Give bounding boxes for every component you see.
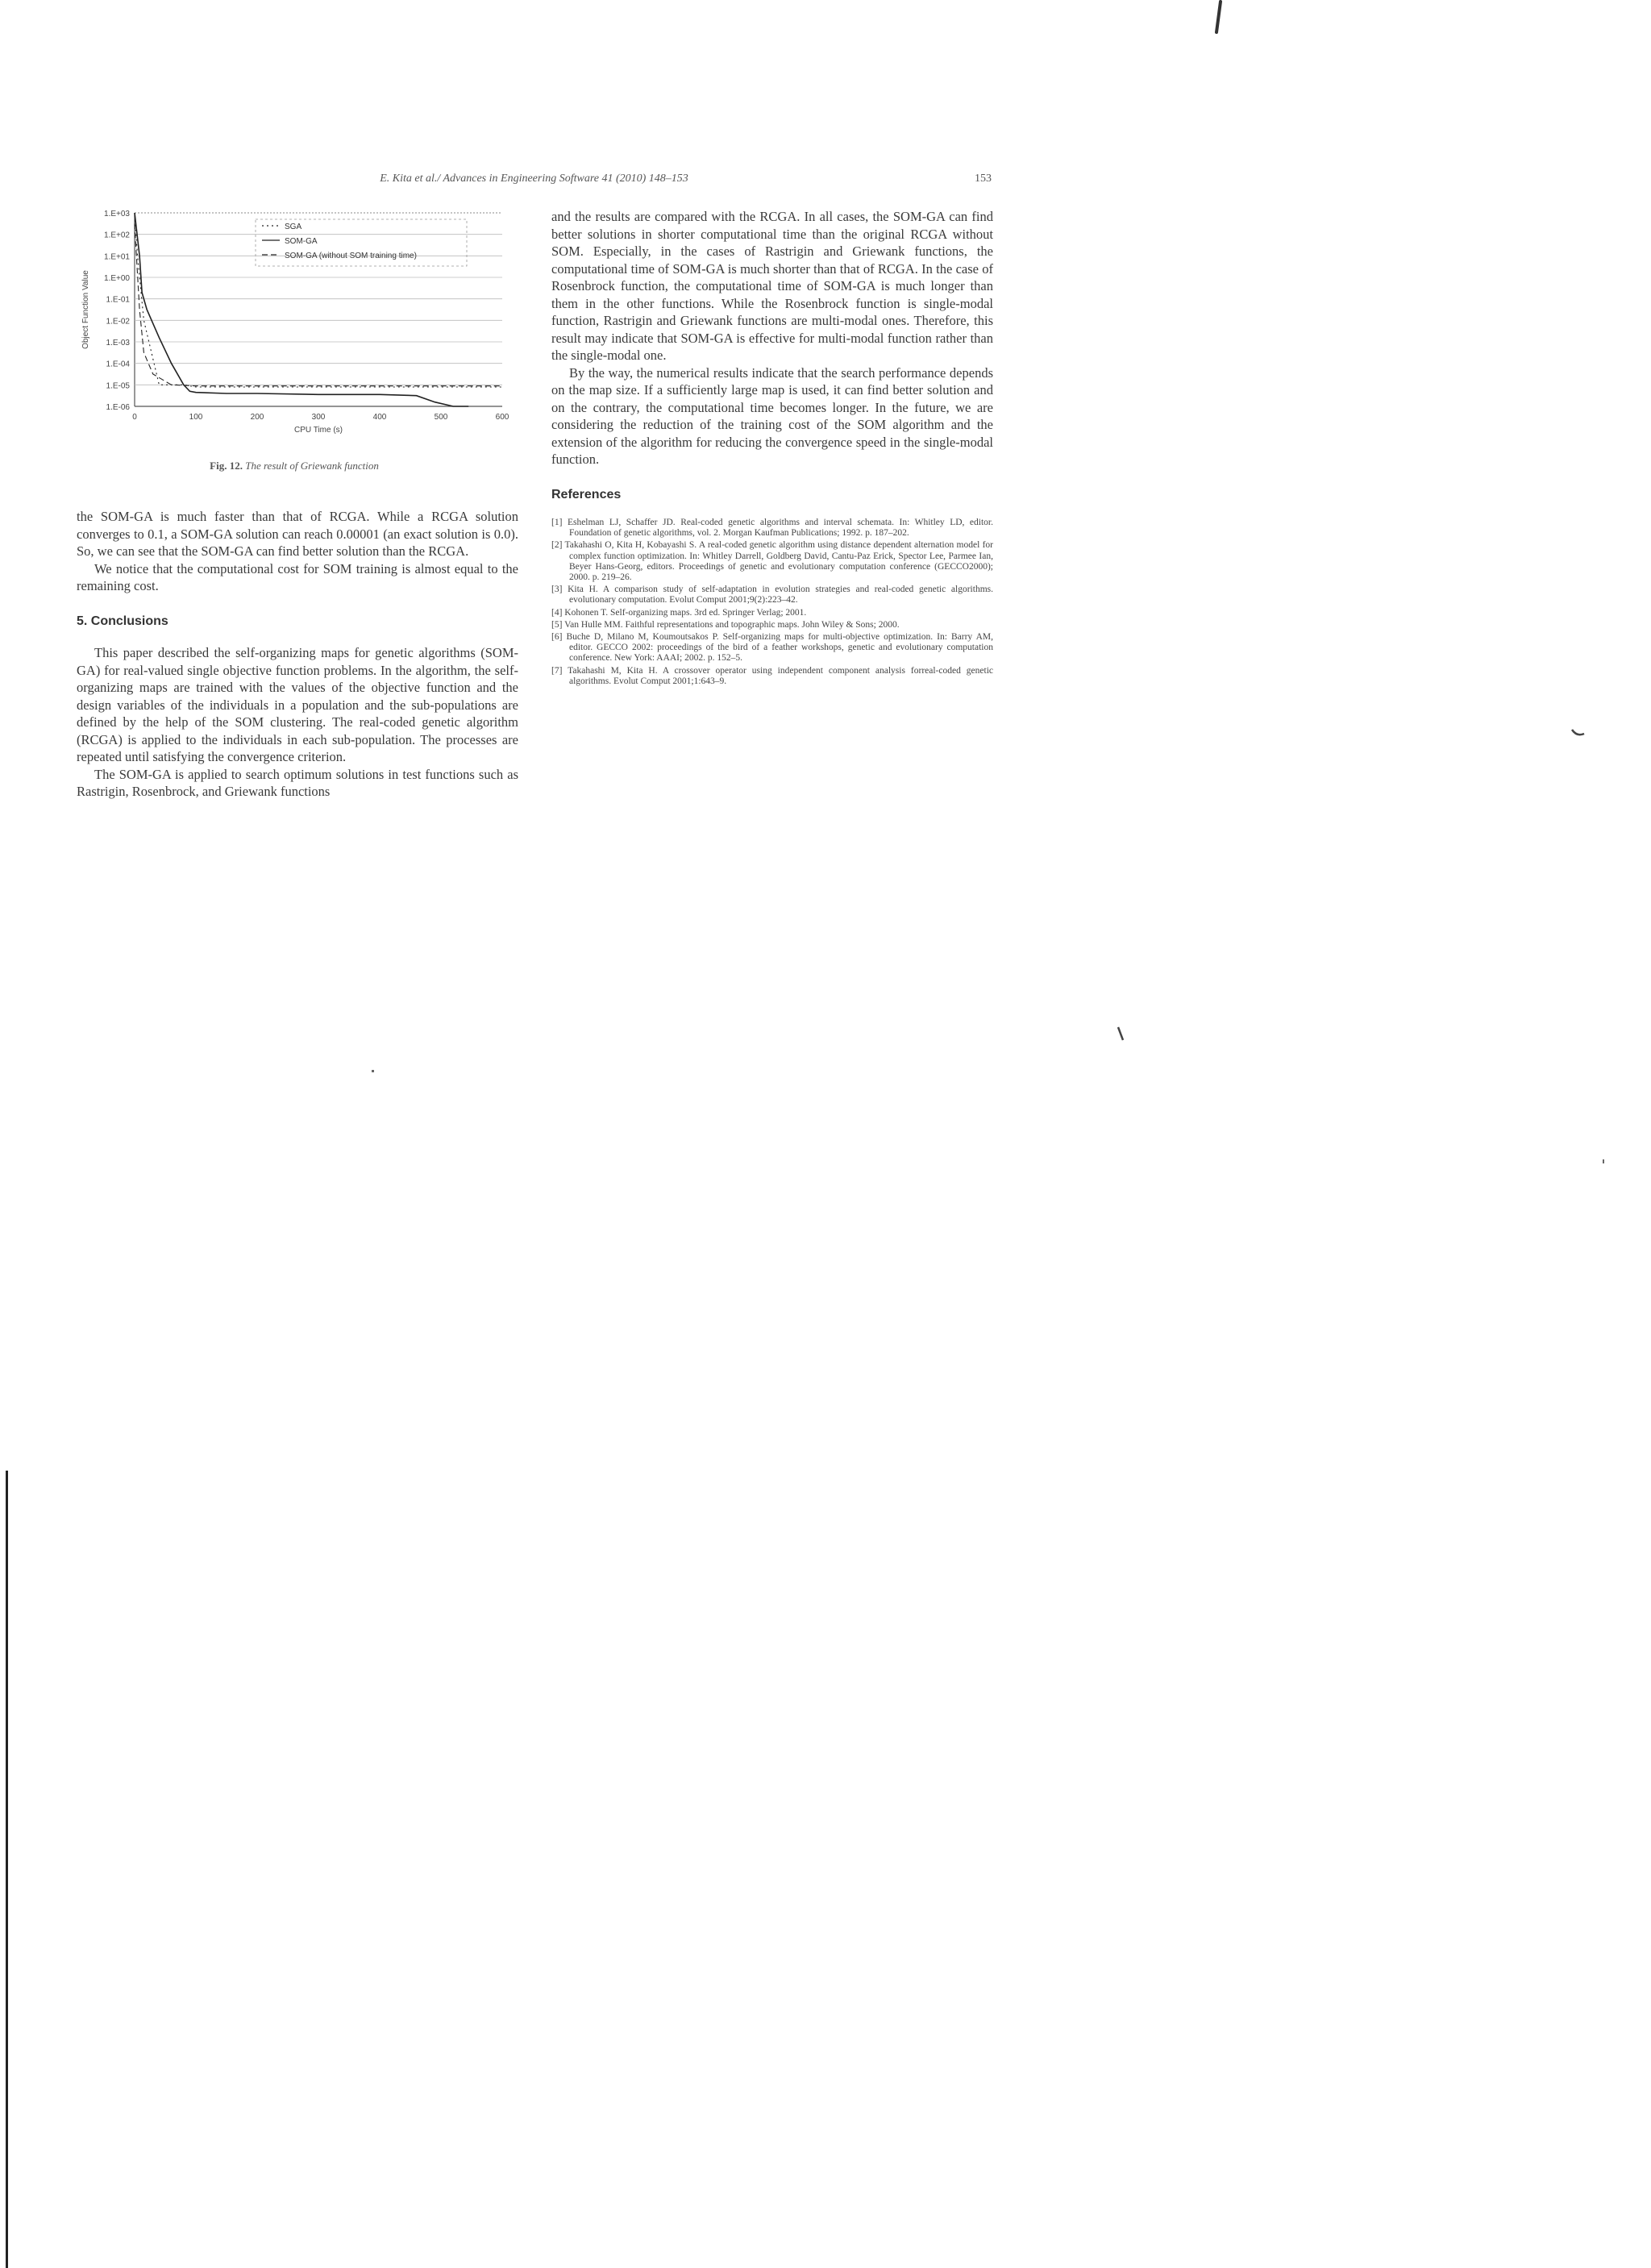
- legend-label: SOM-GA: [285, 237, 318, 246]
- reference-item: [6] Buche D, Milano M, Koumoutsakos P. Self-organizing maps for multi-objective optimization. In: Barry AM, editor. GECCO 2002: proceedings of the bird of a feather workshops, genetic and evolutionary computation conference. New York: AAAI; 2002. p. 152–5.: [551, 632, 993, 664]
- y-tick-label: 1.E+02: [104, 231, 130, 240]
- x-tick-label: 100: [189, 413, 203, 422]
- reference-item: [1] Eshelman LJ, Schaffer JD. Real-coded genetic algorithms and interval schemata. In: Whitley LD, editor. Foundation of genetic algorithms, vol. 2. Morgan Kaufman Publications; 1992. p. 187–202.: [551, 518, 993, 539]
- x-tick-label: 400: [372, 413, 387, 422]
- paragraph: This paper described the self-organizing maps for genetic algorithms (SOM-GA) for real-valued single objective function problems. In the algorithm, the self-organizing maps are trained with the values of the objective function and the design variables of the individuals in a population and the sub-populations are defined by the help of the SOM clustering. The real-coded genetic algorithm (RCGA) is applied to the individuals in each sub-population. The processes are repeated until satisfying the convergence criterion.: [77, 645, 518, 764]
- y-axis-label: Object Function Value: [81, 270, 90, 349]
- reference-item: [5] Van Hulle MM. Faithful representations and topographic maps. John Wiley & Sons; 2000.: [551, 619, 900, 630]
- paragraph: and the results are compared with the RCGA. In all cases, the SOM-GA can find better solutions in shorter computational time than the original RCGA without SOM. Especially, in the cases of Rastrigin and Griewank functions, the computational time of SOM-GA is much shorter than that of RCGA. In the case of Rosenbrock function, the computational time of SOM-GA is much longer than them in the other functions. While the Rosenbrock function is single-modal function, Rastrigin and Griewank functions are multi-modal ones. Therefore, this result may indicate that SOM-GA is effective for multi-modal function rather than the single-modal one.: [551, 209, 993, 363]
- figure-caption-text: The result of Griewank function: [245, 460, 379, 472]
- y-tick-label: 1.E-01: [106, 295, 130, 305]
- series-line-som-ga-without-som-training-time: [135, 223, 502, 385]
- x-tick-label: 200: [250, 413, 264, 422]
- running-header: [77, 173, 992, 192]
- paragraph: the SOM-GA is much faster than that of RCGA. While a RCGA solution converges to 0.1, a SOM-GA solution can reach 0.00001 (an exact solution is 0.0). So, we can see that the SOM-GA can find better solution than the RCGA.: [77, 509, 518, 559]
- x-tick-label: 0: [132, 413, 137, 422]
- y-tick-label: 1.E+00: [104, 274, 130, 283]
- reference-item: [3] Kita H. A comparison study of self-adaptation in evolution strategies and real-coded genetic algorithms. evolutionary computation. Evolut Comput 2001;9(2):223–42.: [551, 585, 993, 605]
- legend-label: SGA: [285, 223, 302, 231]
- y-tick-label: 1.E-02: [106, 317, 130, 327]
- left-column: [77, 508, 518, 801]
- reference-list: [551, 518, 993, 687]
- scan-edge-line: [6, 1471, 8, 2268]
- line-chart: [77, 208, 512, 450]
- reference-item: [2] Takahashi O, Kita H, Kobayashi S. A real-coded genetic algorithm using distance dependent alternation model for complex function optimization. In: Whitley Darrell, Goldberg David, Cantu-Paz Erick, Spector Lee, Parmee Ian, Beyer Hans-Georg, editors. Proceedings of genetic and evolutionary computation conference (GECCO2000); 2000. p. 219–26.: [551, 540, 993, 583]
- reference-item: [7] Takahashi M, Kita H. A crossover operator using independent component analysis forreal-coded genetic algorithms. Evolut Comput 2001;1:643–9.: [551, 665, 993, 686]
- x-axis-label: CPU Time (s): [294, 426, 343, 435]
- y-tick-label: 1.E+03: [104, 210, 130, 218]
- y-tick-label: 1.E-05: [106, 381, 130, 391]
- figure-griewank-chart: [77, 208, 512, 450]
- paragraph: We notice that the computational cost for SOM training is almost equal to the remaining cost.: [77, 560, 518, 593]
- paragraph: By the way, the numerical results indicate that the search performance depends on the map size. If a sufficiently large map is used, it can find better solution and on the contrary, the computational time becomes longer. In the future, we are considering the reduction of the training cost of the SOM algorithm and the extension of the algorithm for reducing the convergence speed in the single-modal function.: [551, 364, 993, 467]
- y-tick-label: 1.E-06: [106, 403, 130, 412]
- paragraph: The SOM-GA is applied to search optimum solutions in test functions such as Rastrigin, Rosenbrock, and Griewank functions: [77, 766, 518, 799]
- scan-artifact-mark: [1570, 727, 1587, 739]
- x-tick-label: 600: [495, 413, 509, 422]
- figure-caption: [77, 460, 512, 472]
- section-heading-conclusions: 5. Conclusions: [77, 614, 168, 628]
- right-column: [551, 208, 993, 689]
- scan-speck: [1603, 1159, 1604, 1163]
- scan-artifact-mark: [1115, 1026, 1126, 1043]
- figure-caption-label: Fig. 12.: [210, 460, 243, 472]
- x-tick-label: 300: [311, 413, 326, 422]
- page-number: 153: [975, 173, 992, 185]
- y-tick-label: 1.E-04: [106, 360, 130, 369]
- journal-citation: E. Kita et al./ Advances in Engineering Software 41 (2010) 148–153: [380, 173, 688, 185]
- scan-speck: [372, 1070, 374, 1072]
- series-line-sga: [135, 215, 502, 387]
- legend-label: SOM-GA (without SOM training time): [285, 252, 417, 260]
- scan-artifact-mark: [1213, 0, 1225, 36]
- references-heading: References: [551, 487, 622, 501]
- y-tick-label: 1.E+01: [104, 252, 130, 262]
- x-tick-label: 500: [434, 413, 448, 422]
- y-tick-label: 1.E-03: [106, 339, 130, 347]
- reference-item: [4] Kohonen T. Self-organizing maps. 3rd ed. Springer Verlag; 2001.: [551, 607, 807, 618]
